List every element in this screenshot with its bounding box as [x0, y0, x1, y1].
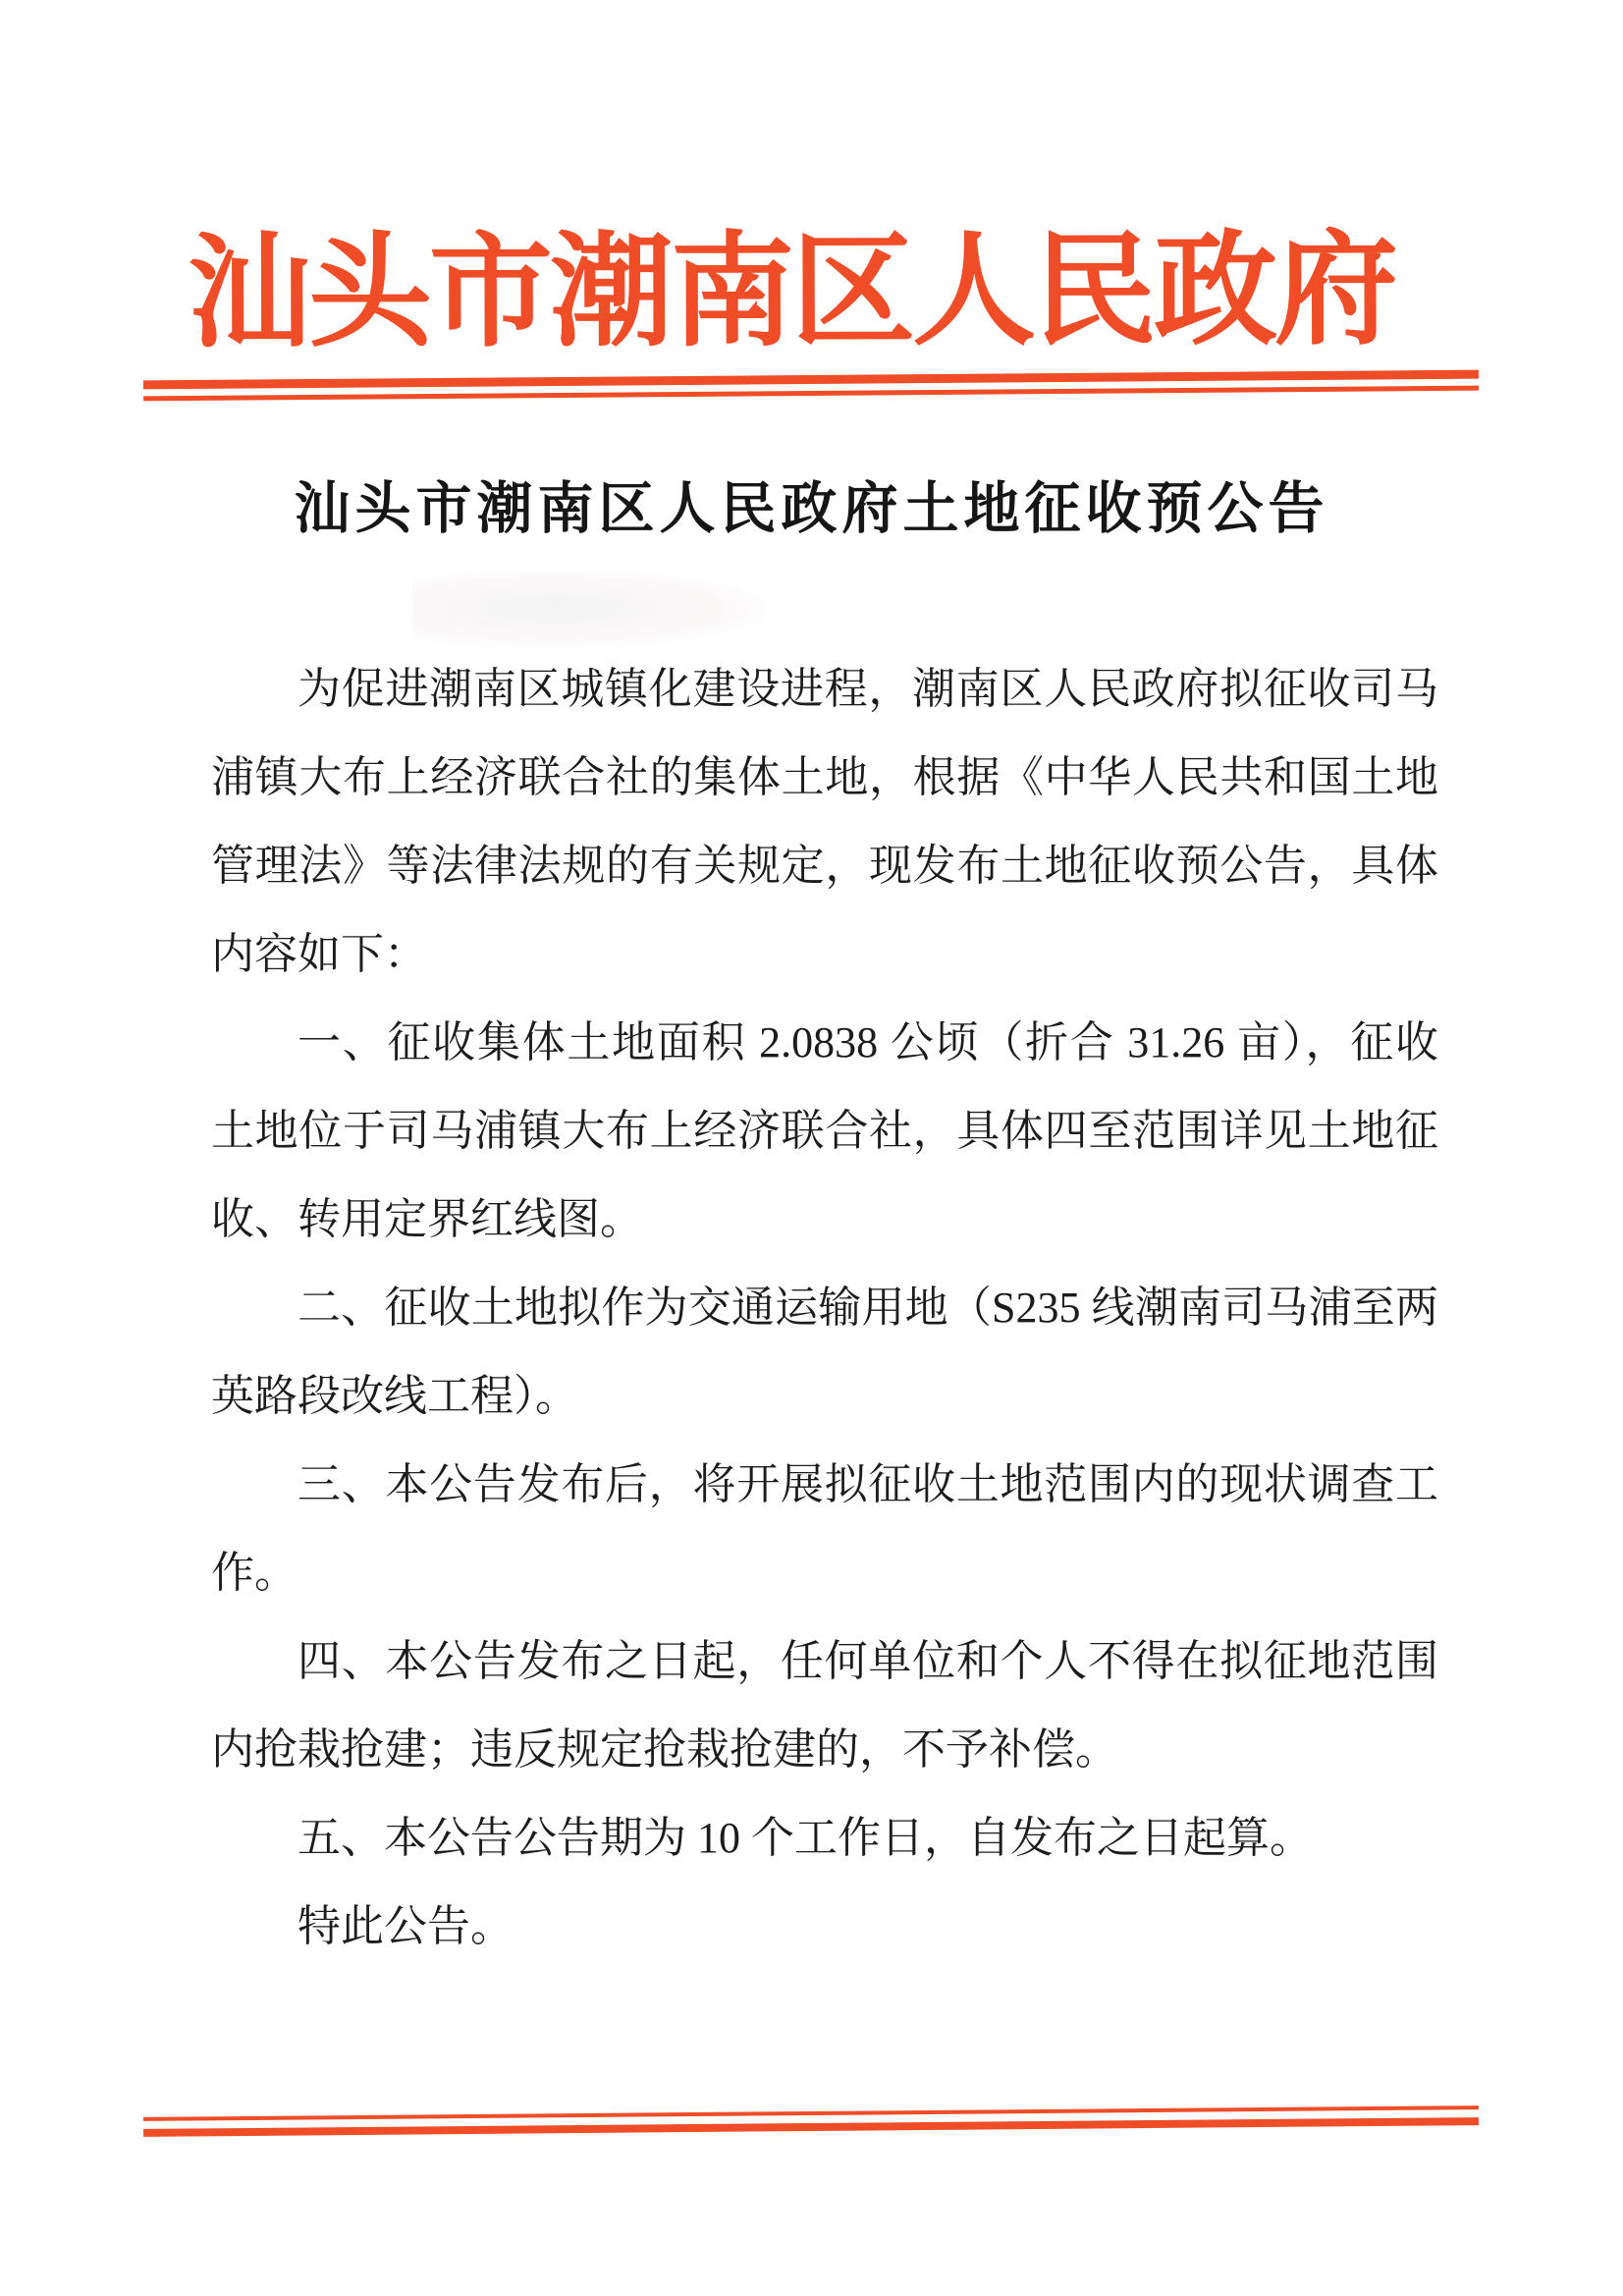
item-2-paragraph: 二、征收土地拟作为交通运输用地（S235 线潮南司马浦至两英路段改线工程）。: [211, 1284, 1438, 1420]
document-body: [211, 645, 1438, 1971]
red-double-rule-bottom: [143, 2105, 1479, 2137]
closing-paragraph: 特此公告。: [298, 1902, 514, 1950]
red-double-rule-top: [143, 370, 1479, 402]
scan-smudge-artifact: [412, 570, 766, 648]
item-5-paragraph: 五、本公告公告期为 10 个工作日，自发布之日起算。: [298, 1814, 1313, 1862]
intro-paragraph: 为促进潮南区城镇化建设进程，潮南区人民政府拟征收司马浦镇大布上经济联合社的集体土地，根据《中华人民共和国土地管理法》等法律法规的有关规定，现发布土地征收预公告，具体内容如下：: [211, 665, 1438, 978]
item-4-paragraph: 四、本公告发布之日起，任何单位和个人不得在拟征地范围内抢栽抢建；违反规定抢栽抢建的，不予补偿。: [211, 1637, 1438, 1774]
document-title: 汕头市潮南区人民政府土地征收预公告: [294, 478, 1329, 540]
item-1-paragraph: 一、征收集体土地面积 2.0838 公顷（折合 31.26 亩），征收土地位于司马浦镇大布上经济联合社，具体四至范围详见土地征收、转用定界红线图。: [211, 1018, 1438, 1243]
agency-masthead: 汕头市潮南区人民政府: [187, 223, 1396, 363]
item-3-paragraph: 三、本公告发布后，将开展拟征收土地范围内的现状调查工作。: [211, 1460, 1438, 1597]
